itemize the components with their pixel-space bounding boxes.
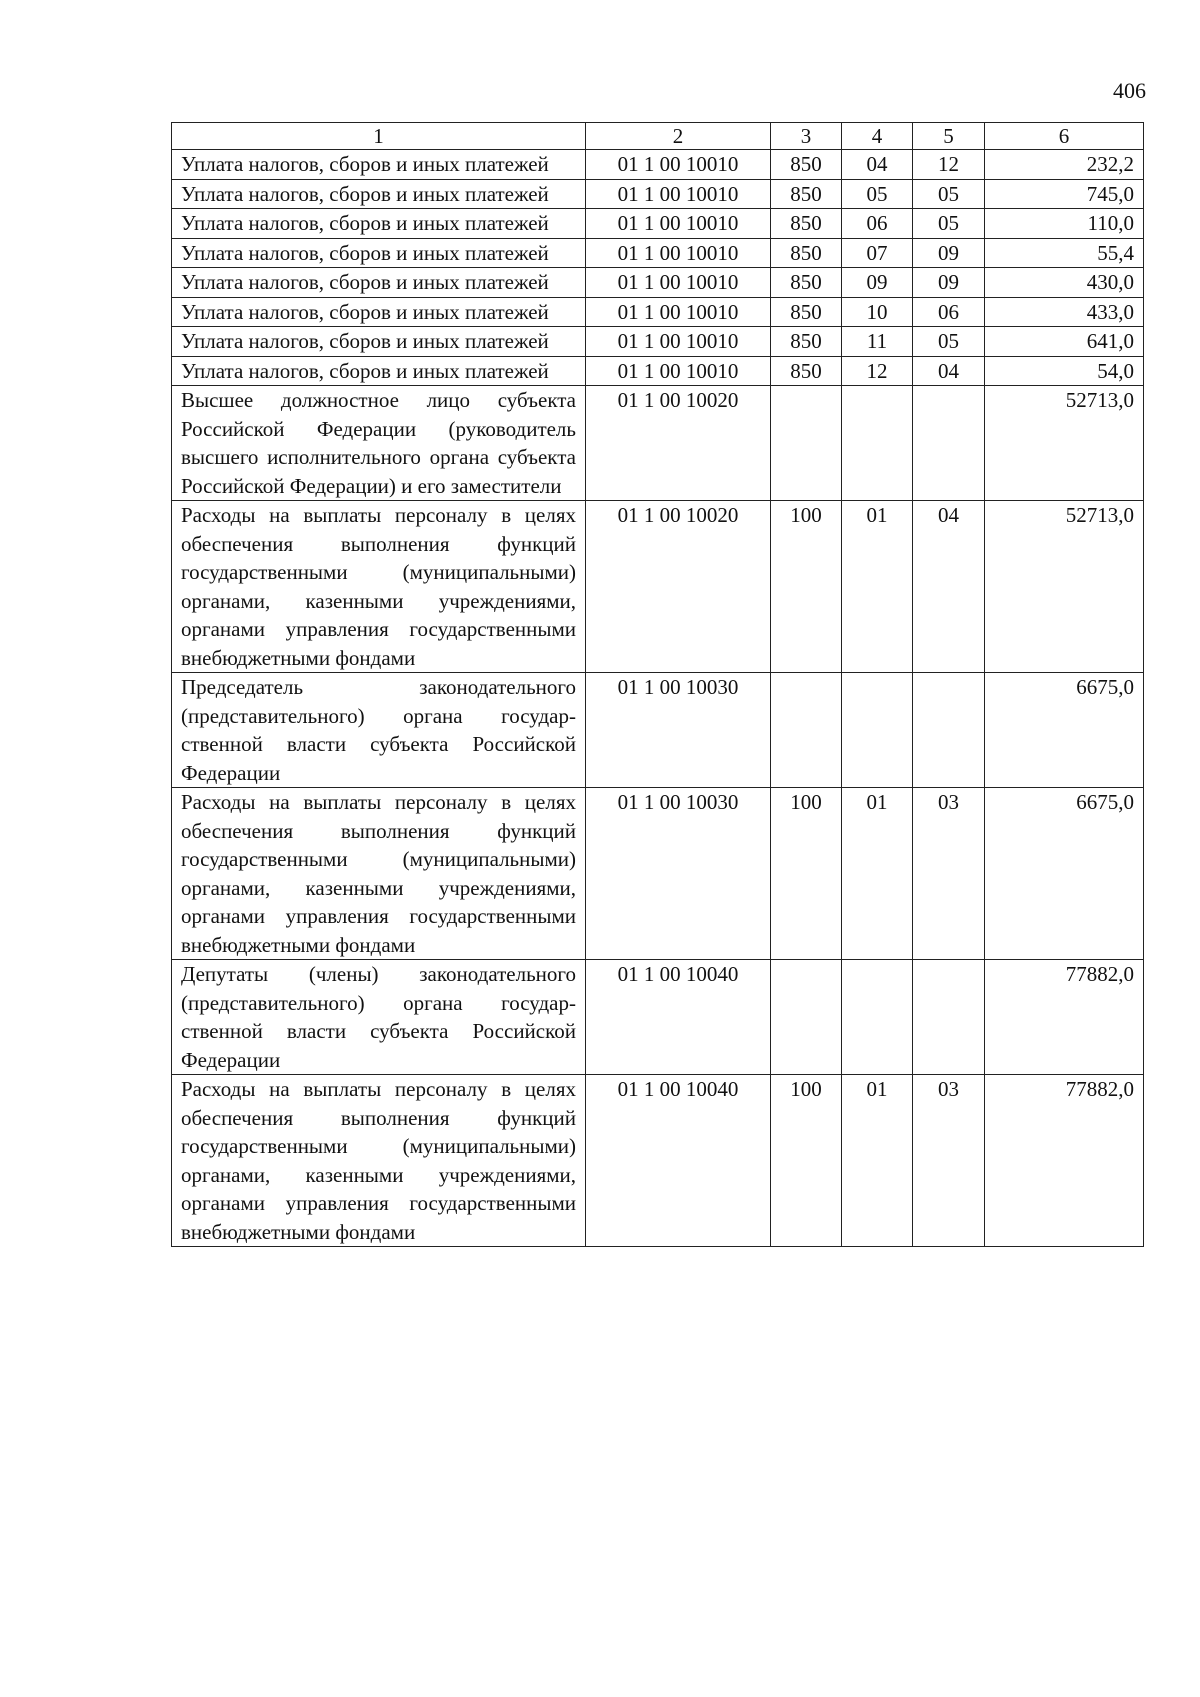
amount-cell: 55,4 [985, 238, 1144, 268]
subsection-cell [913, 960, 985, 1075]
target-code-cell: 01 1 00 10010 [586, 238, 771, 268]
subsection-cell: 04 [913, 356, 985, 386]
amount-cell: 430,0 [985, 268, 1144, 298]
target-code-cell: 01 1 00 10020 [586, 501, 771, 673]
table-row [172, 673, 1144, 788]
target-code-cell: 01 1 00 10010 [586, 327, 771, 357]
subsection-cell: 06 [913, 297, 985, 327]
column-header-2: 2 [586, 123, 771, 150]
subsection-cell: 05 [913, 179, 985, 209]
target-code-cell: 01 1 00 10010 [586, 268, 771, 298]
expense-type-cell: 850 [771, 179, 842, 209]
amount-cell: 77882,0 [985, 1075, 1144, 1247]
expense-name-cell: Расходы на выплаты персоналу в целях обеспечения выполнения функций государственными (муниципальными) органами, казенными учреждениями, органами управления государственными внебюджетными фондами [172, 501, 586, 673]
section-cell: 05 [842, 179, 913, 209]
subsection-cell: 09 [913, 268, 985, 298]
amount-cell: 54,0 [985, 356, 1144, 386]
target-code-cell: 01 1 00 10040 [586, 960, 771, 1075]
amount-cell: 52713,0 [985, 501, 1144, 673]
column-header-6: 6 [985, 123, 1144, 150]
section-cell: 09 [842, 268, 913, 298]
expense-name-cell: Уплата налогов, сборов и иных платежей [172, 356, 586, 386]
expense-name-cell: Уплата налогов, сборов и иных платежей [172, 150, 586, 180]
target-code-cell: 01 1 00 10010 [586, 297, 771, 327]
table-row [172, 788, 1144, 960]
target-code-cell: 01 1 00 10040 [586, 1075, 771, 1247]
table-row [172, 297, 1144, 327]
amount-cell: 110,0 [985, 209, 1144, 239]
subsection-cell: 03 [913, 1075, 985, 1247]
expense-name-cell: Уплата налогов, сборов и иных платежей [172, 179, 586, 209]
column-header-3: 3 [771, 123, 842, 150]
budget-table [171, 122, 1144, 1247]
subsection-cell: 09 [913, 238, 985, 268]
section-cell: 01 [842, 501, 913, 673]
subsection-cell [913, 386, 985, 501]
table-row [172, 238, 1144, 268]
expense-name-cell: Председатель законодательного (представительного) органа государственной власти субъекта Российской Федерации [172, 673, 586, 788]
amount-cell: 6675,0 [985, 673, 1144, 788]
expense-name-cell: Расходы на выплаты персоналу в целях обеспечения выполнения функций государственными (муниципальными) органами, казенными учреждениями, органами управления государственными внебюджетными фондами [172, 788, 586, 960]
expense-name-cell: Расходы на выплаты персоналу в целях обеспечения выполнения функций государственными (муниципальными) органами, казенными учреждениями, органами управления государственными внебюджетными фондами [172, 1075, 586, 1247]
expense-type-cell [771, 673, 842, 788]
expense-name-cell: Депутаты (члены) законодательного (представительного) органа государственной власти субъекта Российской Федерации [172, 960, 586, 1075]
expense-type-cell: 100 [771, 788, 842, 960]
table-row [172, 960, 1144, 1075]
section-cell: 04 [842, 150, 913, 180]
expense-type-cell [771, 960, 842, 1075]
column-header-5: 5 [913, 123, 985, 150]
target-code-cell: 01 1 00 10020 [586, 386, 771, 501]
target-code-cell: 01 1 00 10010 [586, 209, 771, 239]
table-row [172, 327, 1144, 357]
table-row [172, 356, 1144, 386]
expense-type-cell: 850 [771, 327, 842, 357]
subsection-cell [913, 673, 985, 788]
subsection-cell: 12 [913, 150, 985, 180]
expense-name-cell: Уплата налогов, сборов и иных платежей [172, 297, 586, 327]
page-number: 406 [1113, 78, 1146, 103]
expense-type-cell: 850 [771, 150, 842, 180]
amount-cell: 232,2 [985, 150, 1144, 180]
amount-cell: 745,0 [985, 179, 1144, 209]
column-header-1: 1 [172, 123, 586, 150]
table-row [172, 150, 1144, 180]
table-row [172, 179, 1144, 209]
amount-cell: 77882,0 [985, 960, 1144, 1075]
section-cell [842, 386, 913, 501]
column-header-4: 4 [842, 123, 913, 150]
section-cell: 10 [842, 297, 913, 327]
table-row [172, 501, 1144, 673]
amount-cell: 52713,0 [985, 386, 1144, 501]
amount-cell: 6675,0 [985, 788, 1144, 960]
table-row [172, 386, 1144, 501]
table-row [172, 209, 1144, 239]
target-code-cell: 01 1 00 10030 [586, 673, 771, 788]
expense-type-cell: 100 [771, 1075, 842, 1247]
table-header-row [172, 123, 1144, 150]
expense-name-cell: Высшее должностное лицо субъекта Российской Федерации (руководитель высшего исполнительного органа субъекта Российской Федерации) и его заместители [172, 386, 586, 501]
table-row [172, 1075, 1144, 1247]
expense-name-cell: Уплата налогов, сборов и иных платежей [172, 268, 586, 298]
section-cell: 06 [842, 209, 913, 239]
table-row [172, 268, 1144, 298]
target-code-cell: 01 1 00 10010 [586, 150, 771, 180]
subsection-cell: 04 [913, 501, 985, 673]
subsection-cell: 03 [913, 788, 985, 960]
section-cell: 07 [842, 238, 913, 268]
section-cell: 11 [842, 327, 913, 357]
expense-type-cell: 100 [771, 501, 842, 673]
section-cell: 01 [842, 1075, 913, 1247]
target-code-cell: 01 1 00 10010 [586, 356, 771, 386]
expense-type-cell: 850 [771, 209, 842, 239]
amount-cell: 433,0 [985, 297, 1144, 327]
amount-cell: 641,0 [985, 327, 1144, 357]
subsection-cell: 05 [913, 209, 985, 239]
section-cell [842, 673, 913, 788]
section-cell: 01 [842, 788, 913, 960]
expense-type-cell: 850 [771, 297, 842, 327]
subsection-cell: 05 [913, 327, 985, 357]
expense-name-cell: Уплата налогов, сборов и иных платежей [172, 238, 586, 268]
section-cell: 12 [842, 356, 913, 386]
expense-name-cell: Уплата налогов, сборов и иных платежей [172, 327, 586, 357]
expense-type-cell: 850 [771, 268, 842, 298]
expense-type-cell: 850 [771, 238, 842, 268]
target-code-cell: 01 1 00 10010 [586, 179, 771, 209]
expense-name-cell: Уплата налогов, сборов и иных платежей [172, 209, 586, 239]
expense-type-cell [771, 386, 842, 501]
expense-type-cell: 850 [771, 356, 842, 386]
section-cell [842, 960, 913, 1075]
target-code-cell: 01 1 00 10030 [586, 788, 771, 960]
